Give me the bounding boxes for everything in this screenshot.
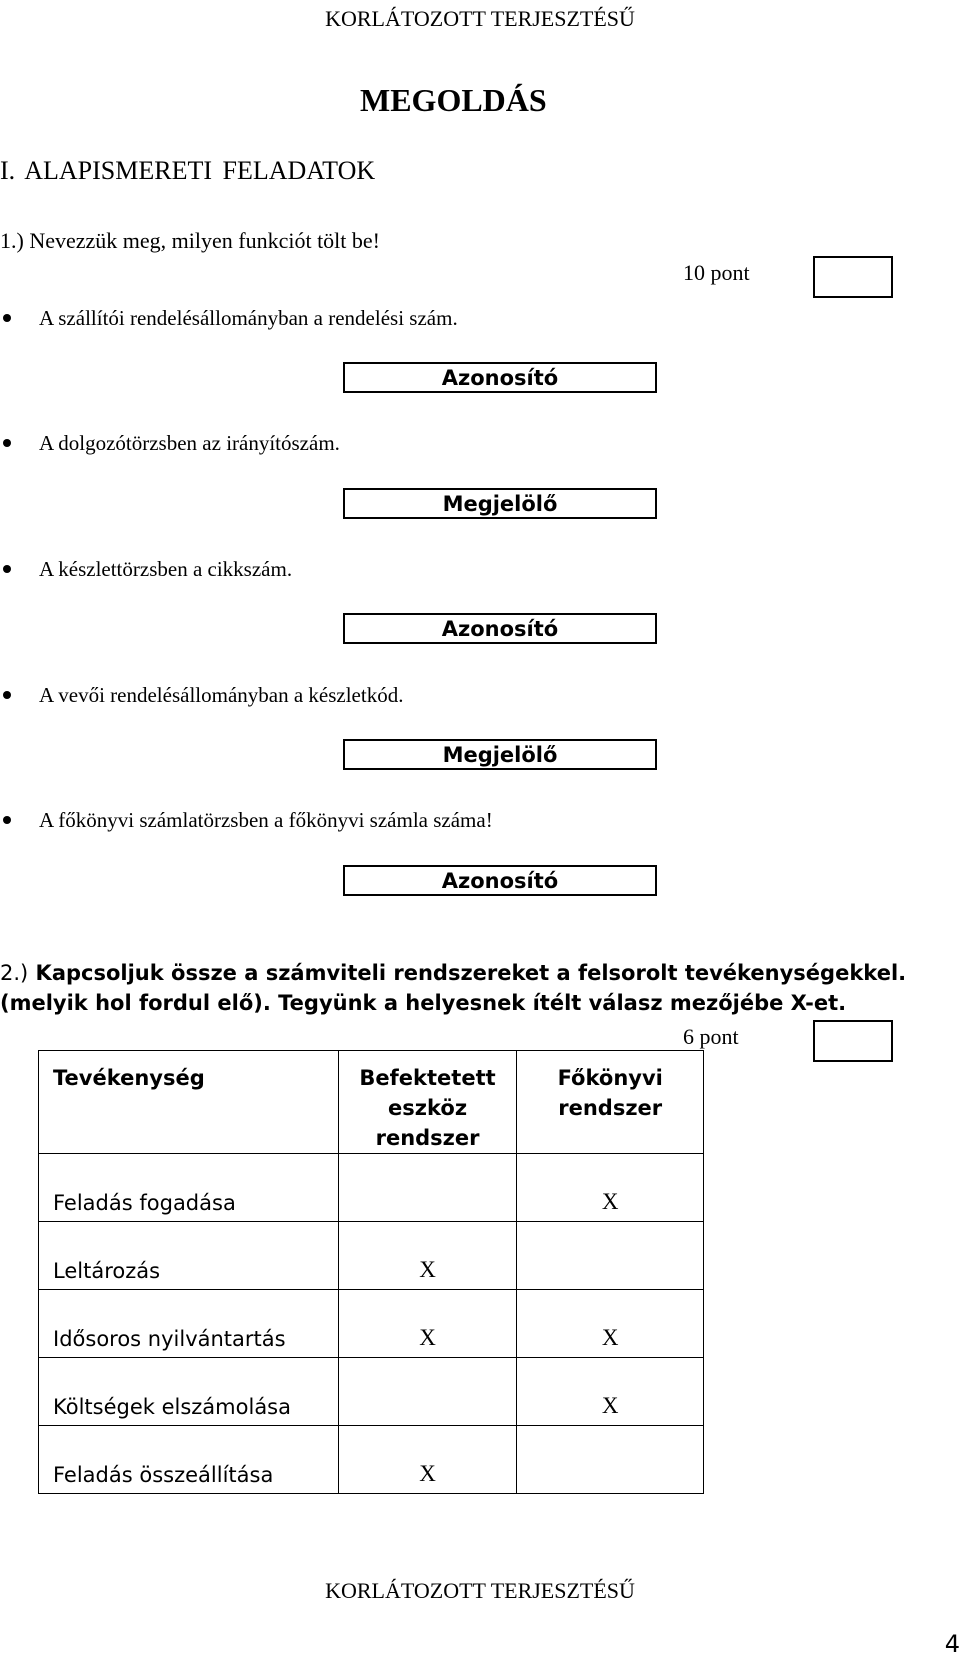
question-1-item	[0, 808, 493, 833]
column-header: Főkönyvi rendszer	[517, 1051, 704, 1154]
question-1-prompt: 1.) Nevezzük meg, milyen funkciót tölt be!	[0, 228, 380, 253]
question-2-text: Kapcsoljuk össze a számviteli rendszereket a felsorolt tevékenységekkel. (melyik hol fordul elő). Tegyünk a helyesnek ítélt válasz mezőjébe X-et.	[0, 961, 907, 1015]
bullet-icon	[3, 565, 11, 573]
question-1-item	[0, 306, 458, 331]
item-text: A készlettörzsben a cikkszám.	[39, 557, 293, 581]
section-heading: I. ALAPISMERETI FELADATOK	[0, 156, 376, 185]
table-header-row	[39, 1051, 704, 1154]
answer-box[interactable]: Megjelölő	[343, 488, 657, 519]
question-1-item	[0, 683, 403, 708]
answer-cell[interactable]: X	[517, 1358, 704, 1426]
answer-box[interactable]: Megjelölő	[343, 739, 657, 770]
answer-box[interactable]: Azonosító	[343, 362, 657, 393]
answer-cell[interactable]: X	[338, 1222, 517, 1290]
answer-cell[interactable]	[338, 1154, 517, 1222]
answer-cell[interactable]	[338, 1358, 517, 1426]
answer-cell[interactable]: X	[517, 1290, 704, 1358]
column-header: Befektetett eszköz rendszer	[338, 1051, 517, 1154]
page-header: KORLÁTOZOTT TERJESZTÉSŰ	[325, 6, 635, 31]
answer-cell[interactable]: X	[338, 1290, 517, 1358]
question-2-score-box[interactable]	[813, 1020, 893, 1062]
question-1-points: 10 pont	[683, 260, 750, 285]
bullet-icon	[3, 314, 11, 322]
bullet-icon	[3, 691, 11, 699]
table-row	[39, 1426, 704, 1494]
table-row	[39, 1222, 704, 1290]
activity-cell: Költségek elszámolása	[39, 1358, 339, 1426]
answer-box[interactable]: Azonosító	[343, 865, 657, 896]
question-2-prompt	[0, 958, 960, 1018]
activity-table	[38, 1050, 704, 1494]
answer-cell[interactable]	[517, 1426, 704, 1494]
activity-cell: Idősoros nyilvántartás	[39, 1290, 339, 1358]
column-header: Tevékenység	[39, 1051, 339, 1154]
question-1-score-box[interactable]	[813, 256, 893, 298]
item-text: A vevői rendelésállományban a készletkód.	[39, 683, 404, 707]
answer-cell[interactable]: X	[338, 1426, 517, 1494]
question-1-item	[0, 431, 340, 456]
item-text: A főkönyvi számlatörzsben a főkönyvi számla száma!	[39, 808, 493, 832]
activity-cell: Feladás fogadása	[39, 1154, 339, 1222]
item-text: A szállítói rendelésállományban a rendelési szám.	[39, 306, 458, 330]
bullet-icon	[3, 439, 11, 447]
bullet-icon	[3, 816, 11, 824]
activity-cell: Leltározás	[39, 1222, 339, 1290]
table-row	[39, 1290, 704, 1358]
page-number: 4	[944, 1630, 960, 1658]
question-2-points: 6 pont	[683, 1024, 739, 1049]
answer-box[interactable]: Azonosító	[343, 613, 657, 644]
answer-cell[interactable]	[517, 1222, 704, 1290]
table-row	[39, 1358, 704, 1426]
table-row	[39, 1154, 704, 1222]
question-2-number: 2.)	[0, 961, 29, 985]
question-1-item	[0, 557, 292, 582]
answer-cell[interactable]: X	[517, 1154, 704, 1222]
item-text: A dolgozótörzsben az irányítószám.	[39, 431, 340, 455]
page-footer: KORLÁTOZOTT TERJESZTÉSŰ	[325, 1578, 635, 1603]
activity-cell: Feladás összeállítása	[39, 1426, 339, 1494]
page-title: MEGOLDÁS	[360, 82, 547, 118]
